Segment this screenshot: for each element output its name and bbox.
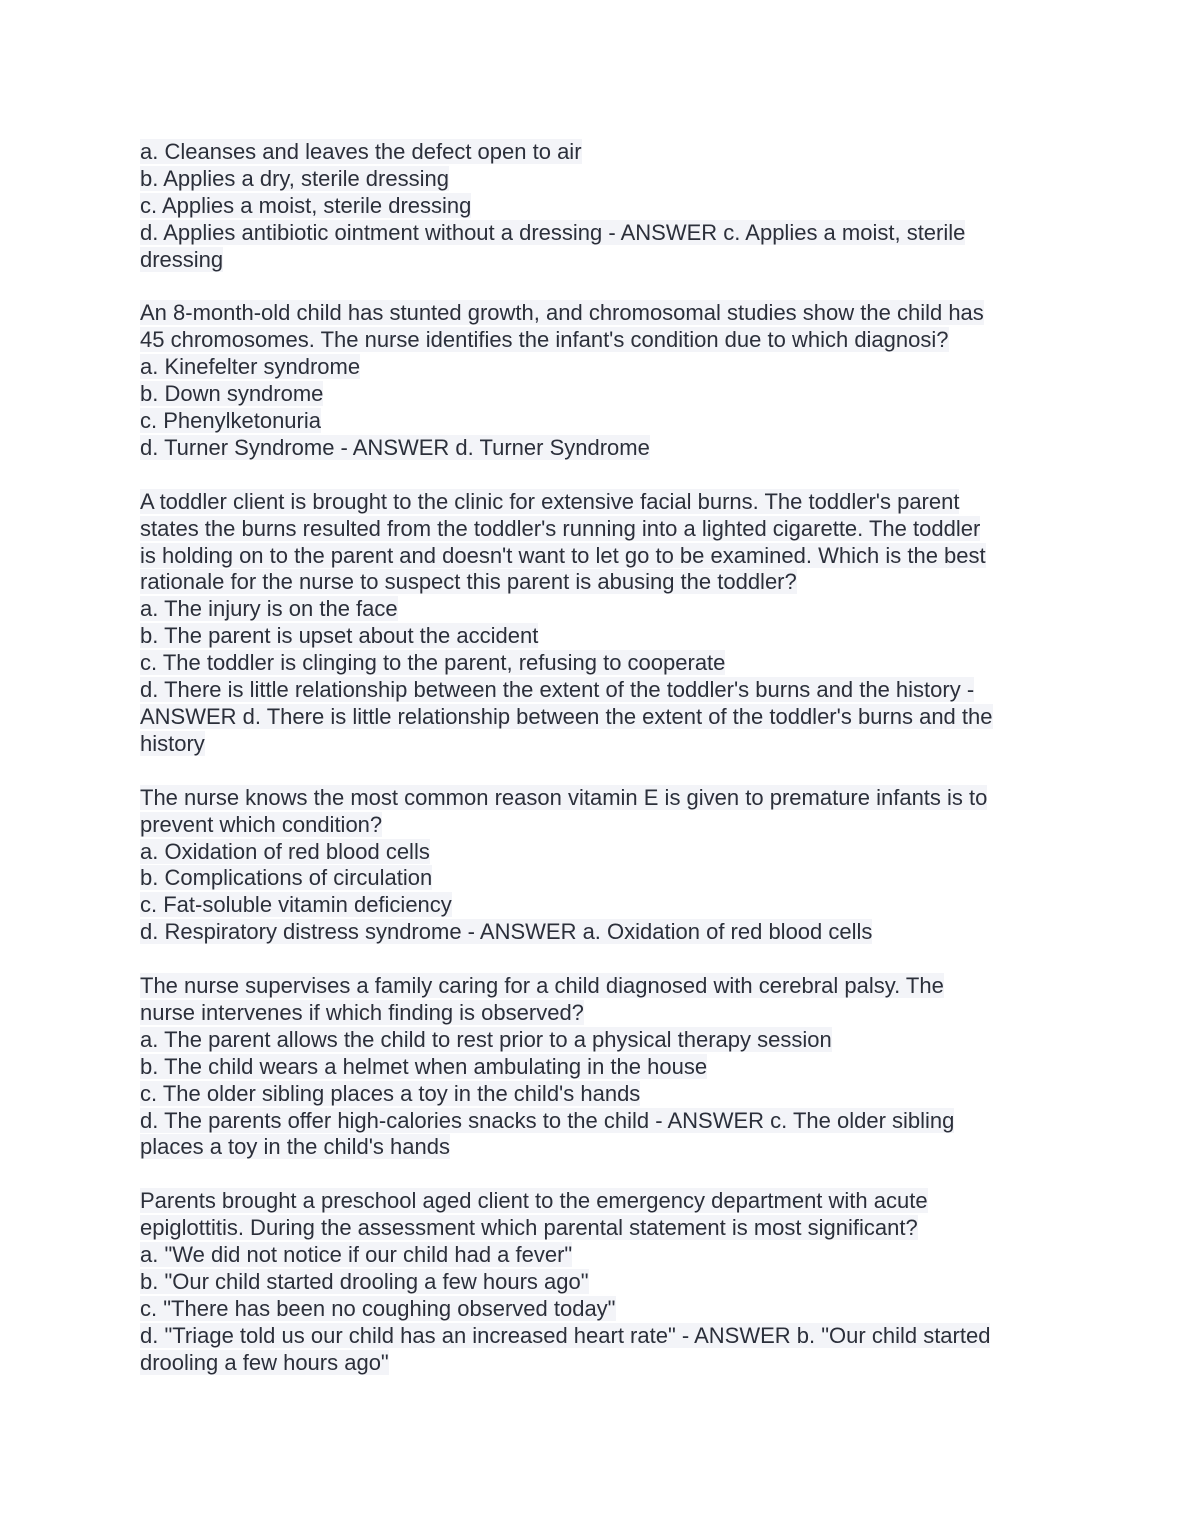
text-line: a. The injury is on the face (140, 596, 398, 622)
text-line-row (140, 408, 1055, 435)
text-line: d. Respiratory distress syndrome - ANSWER a. Oxidation of red blood cells (140, 919, 873, 945)
text-line-row (140, 677, 1055, 704)
text-line: 45 chromosomes. The nurse identifies the infant's condition due to which diagnosi? (140, 327, 949, 353)
document-body (140, 139, 1055, 1404)
text-line: d. "Triage told us our child has an increased heart rate" - ANSWER b. "Our child started (140, 1322, 991, 1348)
text-line: The nurse knows the most common reason vitamin E is given to premature infants is to (140, 784, 988, 810)
text-line: places a toy in the child's hands (140, 1134, 450, 1160)
text-line: states the burns resulted from the toddler's running into a lighted cigarette. The toddler (140, 515, 981, 541)
text-line-row (140, 1188, 1055, 1215)
text-line-row (140, 1054, 1055, 1081)
text-line: d. Turner Syndrome - ANSWER d. Turner Syndrome (140, 434, 650, 460)
text-line-row (140, 1242, 1055, 1269)
text-line-row (140, 1323, 1055, 1350)
text-line: prevent which condition? (140, 811, 383, 837)
text-line-row (140, 785, 1055, 812)
text-line-row (140, 1215, 1055, 1242)
text-line-row (140, 1000, 1055, 1027)
text-line-row (140, 731, 1055, 758)
text-line-row (140, 1081, 1055, 1108)
question-block (140, 973, 1055, 1161)
text-line: c. "There has been no coughing observed today" (140, 1295, 616, 1321)
text-line-row (140, 516, 1055, 543)
text-line: dressing (140, 246, 224, 272)
text-line-row (140, 1027, 1055, 1054)
text-line-row (140, 1350, 1055, 1377)
text-line-row (140, 381, 1055, 408)
text-line-row (140, 543, 1055, 570)
text-line-row (140, 1269, 1055, 1296)
text-line: nurse intervenes if which finding is observed? (140, 999, 584, 1025)
text-line-row (140, 623, 1055, 650)
text-line-row (140, 354, 1055, 381)
text-line: c. Applies a moist, sterile dressing (140, 192, 472, 218)
text-line-row (140, 892, 1055, 919)
question-block (140, 785, 1055, 946)
text-line-row (140, 919, 1055, 946)
text-line: b. The parent is upset about the accident (140, 623, 539, 649)
question-block (140, 1188, 1055, 1376)
text-line-row (140, 300, 1055, 327)
text-line: a. Oxidation of red blood cells (140, 838, 430, 864)
text-line-row (140, 247, 1055, 274)
text-line: A toddler client is brought to the clinic for extensive facial burns. The toddler's parent (140, 488, 960, 514)
text-line-row (140, 435, 1055, 462)
text-line: a. "We did not notice if our child had a fever" (140, 1242, 573, 1268)
text-line: a. The parent allows the child to rest prior to a physical therapy session (140, 1026, 832, 1052)
text-line: b. Applies a dry, sterile dressing (140, 165, 449, 191)
text-line: d. The parents offer high-calories snacks to the child - ANSWER c. The older sibling (140, 1107, 955, 1133)
text-line: a. Kinefelter syndrome (140, 354, 361, 380)
text-line: b. "Our child started drooling a few hours ago" (140, 1268, 589, 1294)
text-line: b. Down syndrome (140, 381, 324, 407)
text-line: c. The toddler is clinging to the parent, refusing to cooperate (140, 650, 726, 676)
text-line-row (140, 812, 1055, 839)
text-line: The nurse supervises a family caring for a child diagnosed with cerebral palsy. The (140, 973, 944, 999)
text-line: Parents brought a preschool aged client to the emergency department with acute (140, 1188, 928, 1214)
text-line: c. The older sibling places a toy in the child's hands (140, 1080, 641, 1106)
text-line-row (140, 327, 1055, 354)
text-line-row (140, 973, 1055, 1000)
text-line: history (140, 730, 205, 756)
text-line-row (140, 1134, 1055, 1161)
text-line: b. The child wears a helmet when ambulating in the house (140, 1053, 708, 1079)
text-line-row (140, 166, 1055, 193)
text-line-row (140, 139, 1055, 166)
text-line: is holding on to the parent and doesn't want to let go to be examined. Which is the best (140, 542, 986, 568)
text-line: rationale for the nurse to suspect this parent is abusing the toddler? (140, 569, 797, 595)
text-line-row (140, 596, 1055, 623)
text-line-row (140, 193, 1055, 220)
text-line-row (140, 839, 1055, 866)
text-line: ANSWER d. There is little relationship between the extent of the toddler's burns and the (140, 704, 993, 729)
text-line: epiglottitis. During the assessment which parental statement is most significant? (140, 1215, 918, 1241)
question-block (140, 139, 1055, 274)
text-line: d. There is little relationship between the extent of the toddler's burns and the history - (140, 677, 975, 703)
text-line: drooling a few hours ago" (140, 1349, 389, 1375)
question-block (140, 300, 1055, 461)
text-line-row (140, 865, 1055, 892)
text-line-row (140, 704, 1055, 731)
text-line-row (140, 650, 1055, 677)
text-line: An 8-month-old child has stunted growth, and chromosomal studies show the child has (140, 300, 984, 326)
text-line: d. Applies antibiotic ointment without a dressing - ANSWER c. Applies a moist, sterile (140, 219, 966, 245)
question-block (140, 489, 1055, 758)
text-line: b. Complications of circulation (140, 865, 433, 891)
text-line: c. Fat-soluble vitamin deficiency (140, 892, 452, 918)
text-line-row (140, 489, 1055, 516)
text-line-row (140, 220, 1055, 247)
text-line: a. Cleanses and leaves the defect open to air (140, 139, 582, 164)
text-line-row (140, 1108, 1055, 1135)
text-line-row (140, 1296, 1055, 1323)
text-line: c. Phenylketonuria (140, 408, 321, 434)
text-line-row (140, 569, 1055, 596)
